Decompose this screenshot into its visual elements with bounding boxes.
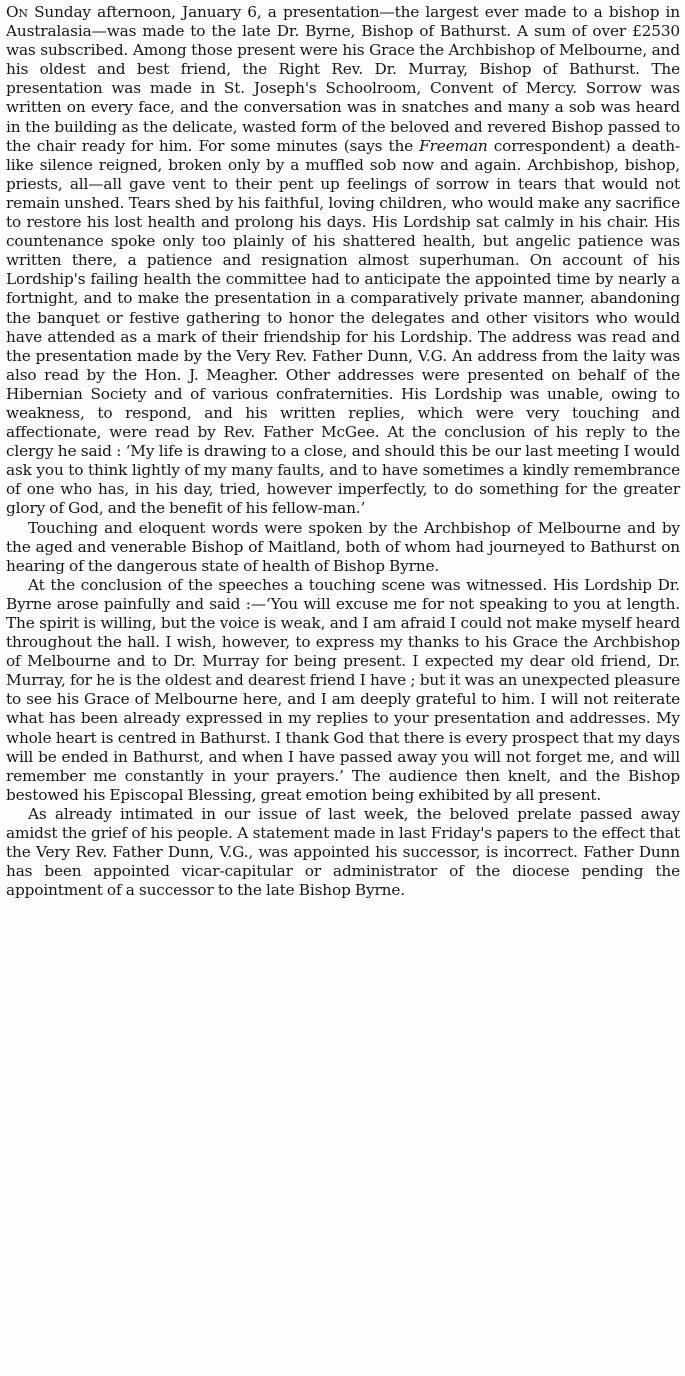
article-paragraph-bishop-reply: At the conclusion of the speeches a touching scene was witnessed. His Lordship Dr. Byrne arose painfully and said :—‘You will excuse me for not speaking to you at length. The spirit is willing, but the voice is weak, and I am afraid I could not make myself heard throughout the hall. I wish, however, to express my thanks to his Grace the Archbishop of Melbourne and to Dr. Murray for being present. I expected my dear old friend, Dr. Murray, for he is the oldest and dearest friend I have ; but it was an unexpected pleasure to see his Grace of Melbourne here, and I am deeply grateful to him. I will not reiterate what has been already expressed in my replies to your presentation and addresses. My whole heart is centred in Bathurst. I thank God that there is every prospect that my days will be ended in Bathurst, and when I have passed away you will not forget me, and will remember me constantly in your prayers.’ The audience then knelt, and the Bishop bestowed his Episcopal Blessing, great emotion being exhibited by all present. bbox=[6, 575, 680, 804]
article-paragraph-speeches: Touching and eloquent words were spoken by the Archbishop of Melbourne and by the aged and venerable Bishop of Maitland, both of whom had journeyed to Bathurst on hearing of the dangerous state of health of Bishop Byrne. bbox=[6, 518, 680, 575]
article-paragraph-presentation bbox=[6, 3, 680, 519]
paragraph-text-segment: Sunday afternoon, January 6, a presentation—the largest ever made to a bishop in Australasia—was made to the late Dr. Byrne, Bishop of Bathurst. A sum of over £2530 was subscribed. Among those present were his Grace the Archbishop of Melbourne, and his oldest and best friend, the Right Rev. Dr. Murray, Bishop of Bathurst. The presentation was made in St. Joseph's Schoolroom, Convent of Mercy. Sorrow was written on every face, and the conversation was in snatches and many a sob was heard in the building as the delicate, wasted form of the beloved and revered Bishop passed to the chair ready for him. For some minutes (says the bbox=[6, 3, 680, 155]
paragraph-text-segment: correspondent) a death-like silence reigned, broken only by a muffled sob now and again. Archbishop, bishop, priests, all—all gave vent to their pent up feelings of sorrow in tears that would not remain unshed. Tears shed by his faithful, loving children, who would make any sacrifice to restore his lost health and prolong his days. His Lordship sat calmly in his chair. His countenance spoke only too plainly of his shattered health, but angelic patience was written there, a patience and resignation almost superhuman. On account of his Lordship's failing health the committee had to anticipate the appointed time by nearly a fortnight, and to make the presentation in a comparatively private manner, abandoning the banquet or festive gathering to honor the delegates and other visitors who would have attended as a mark of their friendship for his Lordship. The address was read and the presentation made by the Very Rev. Father Dunn, V.G. An address from the laity was also read by the Hon. J. Meagher. Other addresses were presented on behalf of the Hibernian Society and of various confraternities. His Lordship was unable, owing to weakness, to respond, and his written replies, which were very touching and affectionate, were read by Rev. Father McGee. At the conclusion of his reply to the clergy he said : ‘My life is drawing to a close, and should this be our last meeting I would ask you to think lightly of my many faults, and to have sometimes a kindly remembrance of one who has, in his day, tried, however imperfectly, to do something for the greater glory of God, and the benefit of his fellow-man.’ bbox=[6, 136, 680, 518]
newspaper-name: Freeman bbox=[419, 136, 488, 155]
article-paragraph-successor: As already intimated in our issue of last week, the beloved prelate passed away amidst the grief of his people. A statement made in last Friday's papers to the effect that the Very Rev. Father Dunn, V.G., was appointed his successor, is incorrect. Father Dunn has been appointed vicar-capitular or administrator of the diocese pending the appointment of a successor to the late Bishop Byrne. bbox=[6, 804, 680, 900]
paragraph-lead-word: On bbox=[6, 3, 28, 21]
